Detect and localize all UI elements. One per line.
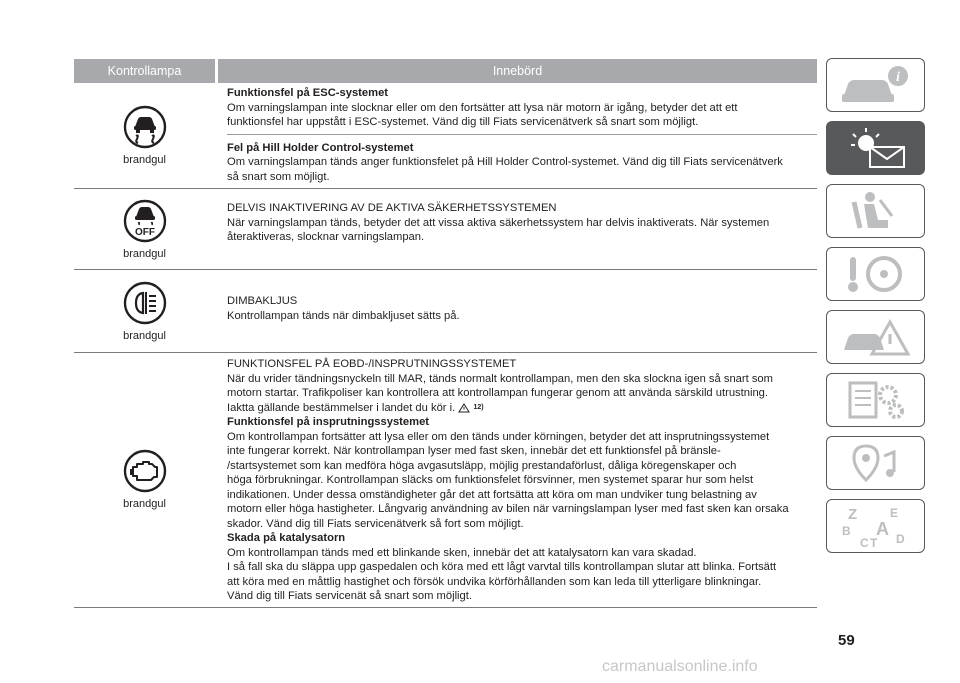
warning-lights-table [74,59,817,608]
tab-car-info[interactable] [826,58,925,112]
color-label: brandgul [123,498,166,511]
media-location-icon [836,440,916,486]
tab-warning-lights[interactable] [826,121,925,175]
text-line: Om varningslampan inte slocknar eller om den fortsätter att lysa när motorn är igång, betyder det att ett [227,101,738,114]
text-line: När varningslampan tänds, betyder det att vissa aktiva säkerhetssystem har delvis inaktiverats. När systemen [227,216,770,229]
car-crash-warning-icon [836,314,916,360]
indicator-cell [74,353,215,607]
index-letter: A [875,519,889,539]
car-info-icon [836,62,916,108]
text-line: Om varningslampan tänds anger funktionsfelet på Hill Holder Control-systemet. Vänd dig till Fiats servicenätverk [227,156,783,168]
seat-airbag-icon [836,188,916,234]
text-line: så snart som möjligt. [227,170,330,183]
block-title: Funktionsfel på ESC-systemet [227,87,389,99]
text-line: När du vrider tändningsnyckeln till MAR, tänds normalt kontrollampan, men den ska slockna igen så snart som [227,372,773,385]
text-line: /startsystemet som kan medföra höga avgasutsläpp, möjlig prestandaförlust, dåliga köregenskaper och [227,459,737,472]
watermark: carmanualsonline.info [602,658,758,675]
meaning-cell [215,353,817,607]
color-label: brandgul [123,154,166,166]
text-line: I så fall ska du släppa upp gaspedalen och köra med ett lågt varvtal tills kontrollampan slutar att blinka. Fortsätt [227,561,777,573]
index-letter: D [895,532,905,546]
text-line: Om kontrollampan fortsätter att lysa eller om den tänds under körningen, betyder det att insprutningssystemet [227,430,770,443]
header-innebord: Innebörd [218,59,817,83]
indicator-cell [74,189,215,269]
warning-light-message-icon [836,125,916,171]
block-title: Funktionsfel på insprutningssystemet [227,416,430,428]
block-title: Fel på Hill Holder Control-systemet [227,141,414,154]
tab-key-steering[interactable] [826,247,925,301]
engine-check-icon [123,449,167,493]
meaning-cell [215,83,817,188]
svg-text:i: i [895,70,900,85]
meaning-block [227,134,817,189]
meaning-cell [215,270,817,352]
block-title: Skada på katalysatorn [227,532,346,544]
index-letter: B [841,524,851,538]
indicator-cell [74,83,215,188]
text-line: inte fungerar korrekt. När kontrollampan lyser med fast sken, innebär det ett funktionsfel på bränsle- [227,445,721,457]
meaning-cell [215,189,817,269]
text-line: DELVIS INAKTIVERING AV DE AKTIVA SÄKERHETSSYSTEMEN [227,202,557,214]
text-line: indikationen. Under dessa omständigheter går det att fortsätta att köra om man undviker tung belastning av [227,488,757,501]
tab-maintenance[interactable] [826,373,925,427]
table-row [74,270,817,353]
color-label: brandgul [123,329,166,342]
indicator-cell [74,270,215,352]
esc-skid-icon [123,105,167,149]
text-line: FUNKTIONSFEL PÅ EOBD-/INSPRUTNINGSSYSTEMET [227,358,517,370]
warning-triangle-icon [458,403,470,413]
index-letter: C [859,536,869,549]
footnote-ref: 12) [473,403,484,411]
text-line: Vänd dig till Fiats servicenät så snart som möjligt. [227,590,472,602]
meaning-block [227,83,817,134]
text-line: Om kontrollampan tänds med ett blinkande sken, innebär det att katalysatorn kan vara skadad. [227,546,697,559]
index-letter: T [869,536,877,549]
text-line: Iaktta gällande bestämmelser i landet du kör i. [227,401,456,414]
text-line: motorn eller höga hastigheter. Långvarig användning av bilen när varningslampan lyser med fast sken kan orsaka [227,503,789,515]
text-line: att köra med en måttlig hastighet och försök undvika körförhållanden som kan leda till ytterligare blinkningar. [227,575,762,588]
tab-index[interactable] [826,499,925,553]
rear-fog-icon [123,281,167,325]
tab-multimedia[interactable] [826,436,925,490]
text-line: motorn startar. Trafikpoliser kan kontrollera att kontrollampan fungerar genom att använda särskild utrustning. [227,387,769,399]
off-text: OFF [134,226,155,238]
table-header [74,59,817,83]
text-line: skador. Vänd dig till Fiats servicenätverk så fort som möjligt. [227,517,524,530]
maintenance-gears-icon [836,377,916,423]
esc-off-icon [123,199,167,243]
alphabet-index-icon [836,503,916,549]
text-line: höga förbrukningar. Kontrollampan släcks om funktionsfelet försvinner, men systemet sparar hur som helst [227,474,754,486]
header-kontrollampa: Kontrollampa [74,59,215,83]
index-letter: E [889,506,898,520]
page-number: 59 [838,632,855,649]
key-steering-wheel-icon [836,251,916,297]
text-line: DIMBAKLJUS [227,295,298,307]
text-line: Kontrollampan tänds när dimbakljuset sätts på. [227,309,460,322]
text-line: funktionsfel har uppstått i ESC-systemet. Vänd dig till Fiats servicenätverk så snart som möjligt. [227,116,699,128]
table-row [74,353,817,608]
table-row [74,83,817,189]
chapter-tabs [826,58,927,562]
color-label: brandgul [123,247,166,260]
tab-seat-airbag[interactable] [826,184,925,238]
text-line: återaktiveras, slocknar varningslampan. [227,231,425,243]
tab-emergency[interactable] [826,310,925,364]
text-line-with-ref [227,401,817,416]
index-letter: Z [847,506,857,523]
table-row [74,189,817,270]
